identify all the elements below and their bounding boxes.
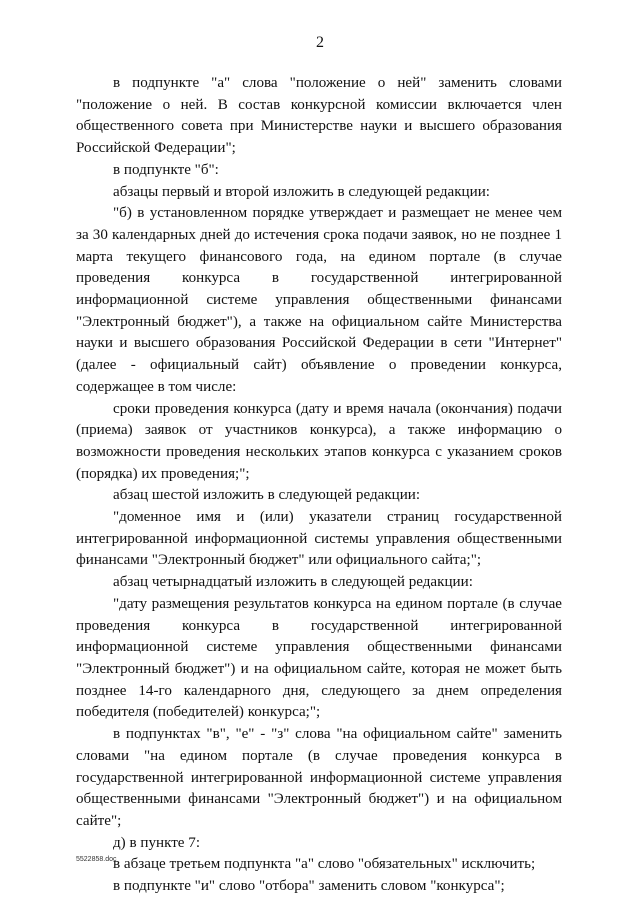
paragraph: абзац шестой изложить в следующей редакции: xyxy=(113,487,421,504)
paragraph: в подпункте "б": xyxy=(113,161,219,178)
paragraph: "дату размещения результатов конкурса на едином портале (в случае проведения конкурса в государственной интегрированной информационной системе управления общественными финансами "Электронный бюджет") и на официальном сайте, которая не может быть позднее 14-го календарного дня, следующего за днем определения победителя (победителей) конкурса;"; xyxy=(76,595,562,721)
paragraph: сроки проведения конкурса (дату и время начала (окончания) подачи (приема) заявок от участников конкурса), а также информацию о возможности проведения нескольких этапов конкурса с указанием сроков (порядка) их проведения;"; xyxy=(76,400,562,482)
paragraph: в подпунктах "в", "е" - "з" слова "на официальном сайте" заменить словами "на едином портале (в случае проведения конкурса в государственной интегрированной информационной системе управления общественными финансами "Электронный бюджет") и на официальном сайте"; xyxy=(76,726,562,829)
paragraph: абзацы первый и второй изложить в следующей редакции: xyxy=(113,183,490,200)
paragraph: в подпункте "и" слово "отбора" заменить словом "конкурса"; xyxy=(113,878,505,895)
paragraph: "доменное имя и (или) указатели страниц государственной интегрированной информационной системы управления общественными финансами "Электронный бюджет" или официального сайта;"; xyxy=(76,509,562,569)
paragraph: в подпункте "а" слова "положение о ней" заменить словами "положение о ней. В состав конкурсной комиссии включается член общественного совета при Министерстве науки и высшего образования Российской Федерации"; xyxy=(76,75,562,157)
paragraph: в абзаце третьем подпункта "а" слово "обязательных" исключить; xyxy=(113,856,536,873)
paragraph: д) в пункте 7: xyxy=(113,834,201,851)
document-body xyxy=(76,73,562,898)
paragraph: "б) в установленном порядке утверждает и размещает не менее чем за 30 календарных дней до истечения срока подачи заявок, но не позднее 1 марта текущего финансового года, на едином портале (в случае проведения конкурса в государственной интегрированной информационной системе управления общественными финансами "Электронный бюджет"), а также на официальном сайте Министерства науки и высшего образования Российской Федерации в сети "Интернет" (далее - официальный сайт) объявление о проведении конкурса, содержащее в том числе: xyxy=(76,205,562,395)
page-number: 2 xyxy=(316,34,324,51)
footer-doc-code: 5522858.doc xyxy=(76,856,117,863)
paragraph: абзац четырнадцатый изложить в следующей редакции: xyxy=(113,574,473,591)
